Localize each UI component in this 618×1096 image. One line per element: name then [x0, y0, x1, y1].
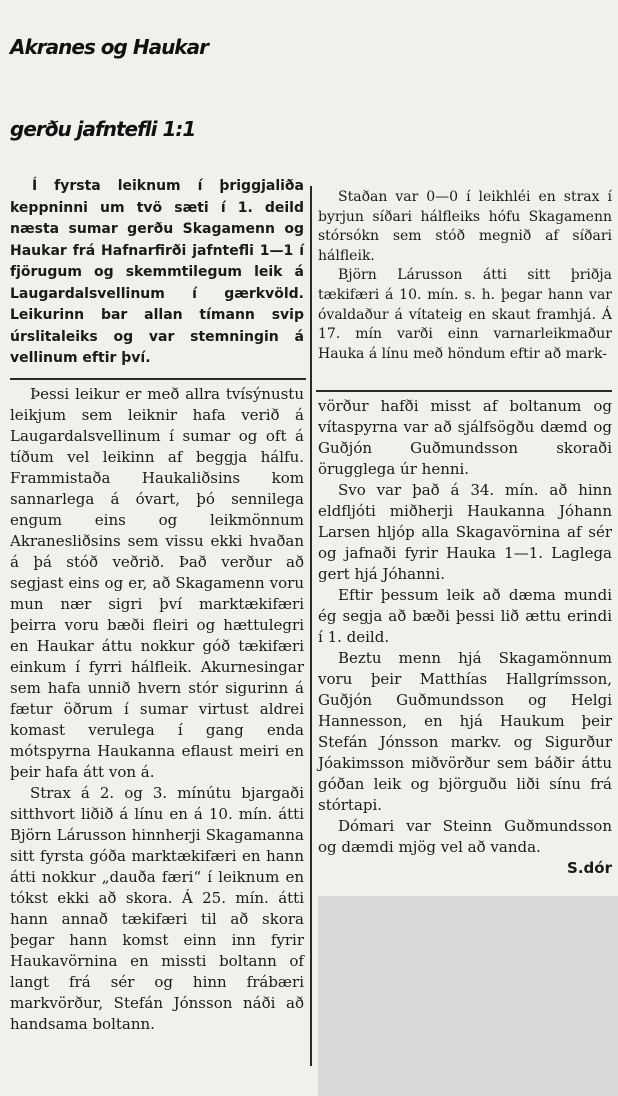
body-paragraph-continued: vörður hafði misst af boltanum og vítaspyrna var að sjálfsögðu dæmd og Guðjón Guðmundsson skoraði örugglega úr henni.	[318, 397, 612, 478]
body-paragraph: Beztu menn hjá Skagamönnum voru þeir Matthías Hallgrímsson, Guðjón Guðmundsson og Helgi Hannesson, en hjá Haukum þeir Stefán Jónsson markv. og Sigurður Jóakimsson miðvörður sem báðir áttu góðan leik og björguðu liði sínu frá stórtapi.	[318, 649, 612, 814]
body-paragraph: Eftir þessum leik að dæma mundi ég segja að bæði þessi lið ættu erindi í 1. deild.	[318, 586, 612, 646]
article-column-right-top	[318, 188, 612, 364]
body-paragraph: Staðan var 0—0 í leikhléi en strax í byrjun síðari hálfleiks hófu Skagamenn stórsókn sem stóð megnið af síðari hálfleik.	[318, 189, 612, 264]
right-column-divider	[316, 390, 612, 392]
article-column-left	[10, 384, 304, 1035]
author-signature: S.dór	[567, 859, 612, 877]
headline-line-2: gerðu jafntefli 1:1	[10, 117, 196, 141]
headline-line-1: Akranes og Haukar	[10, 35, 208, 59]
lede-paragraph	[10, 176, 304, 370]
body-paragraph: Dómari var Steinn Guðmundsson og dæmdi mjög vel að vanda.	[318, 817, 612, 856]
body-paragraph: Björn Lárusson átti sitt þriðja tækifæri á 10. mín. s. h. þegar hann var óvaldaður á vítateig en skaut framhjá. Á 17. mín varði einn varnarleikmaður Hauka á línu með höndum eftir að mark-	[318, 267, 612, 362]
body-paragraph: Strax á 2. og 3. mínútu bjargaði sitthvort liðið á línu en á 10. mín. átti Björn Lárusson hinnherji Skagamanna sitt fyrsta góða marktækifæri en hann átti nokkur „dauða færi“ í leiknum en tókst ekki að skora. Á 25. mín. átti hann annað tækifæri til að skora þegar hann komst einn inn fyrir Haukavörnina en missti boltann of langt frá sér og hinn frábæri markvörður, Stefán Jónsson náði að handsama boltann.	[10, 784, 304, 1033]
column-divider	[310, 186, 312, 1066]
body-paragraph: Þessi leikur er með allra tvísýnustu leikjum sem leiknir hafa verið á Laugardalsvellinum í sumar og oft á tíðum vel leikinn af beggja hálfu. Frammistaða Haukaliðsins kom sannarlega á óvart, þó sennilega engum eins og leikmönnum Akranesliðsins sem vissu ekki hvaðan á þá stóð veðrið. Það verður að segjast eins og er, að Skagamenn voru mun nær sigri því marktækifæri þeirra voru bæði fleiri og hættulegri en Haukar áttu nokkur góð tækifæri einkum í fyrri hálfleik. Akurnesingar sem hafa unnið hvern stór sigurinn á fætur öðrum í sumar virtust aldrei komast verulega í gang enda mótspyrna Haukanna eflaust meiri en þeir hafa átt von á.	[10, 385, 304, 781]
lede-text: Í fyrsta leiknum í þriggjaliða keppninni um tvö sæti í 1. deild næsta sumar gerðu Skagamenn og Haukar frá Hafnarfirði jafntefli 1—1 í fjörugum og skemmtilegum leik á Laugardalsvellinum í gærkvöld. Leikurinn bar allan tímann svip úrslitaleiks og var stemningin á vellinum eftir því.	[10, 178, 304, 366]
headline	[10, 6, 610, 170]
article-column-right-bottom	[318, 396, 612, 879]
body-paragraph: Svo var það á 34. mín. að hinn eldfljóti miðherji Haukanna Jóhann Larsen hljóp alla Skagavörnina af sér og jafnaði fyrir Hauka 1—1. Laglega gert hjá Jóhanni.	[318, 481, 612, 583]
lede-divider	[10, 378, 306, 380]
empty-background-area	[318, 896, 618, 1096]
